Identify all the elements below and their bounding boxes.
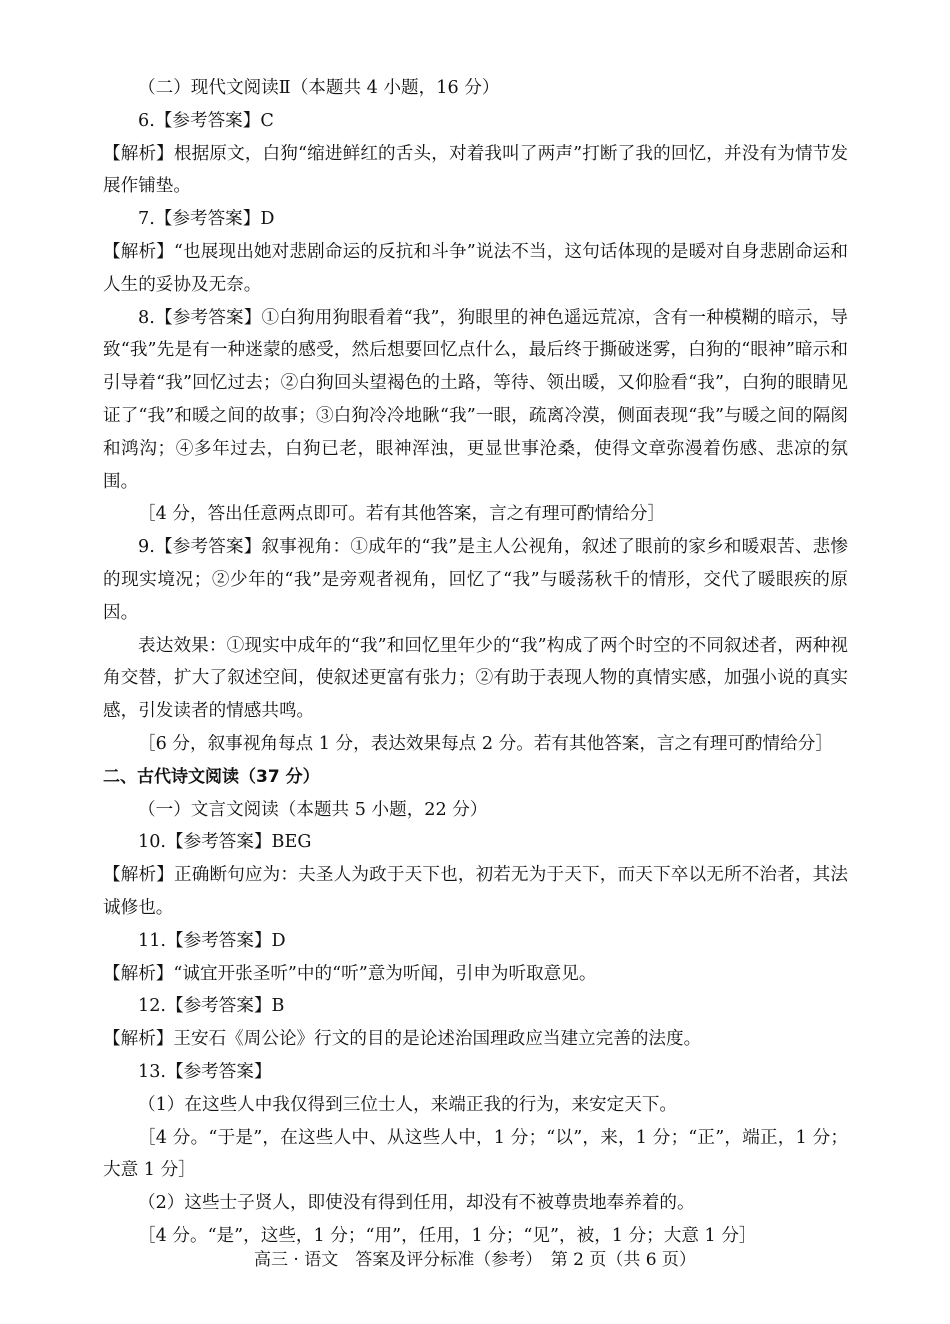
analysis-q10: 【解析】正确断句应为：夫圣人为政于天下也，初若无为于天下，而天下卒以无所不治者，其法诚修也。 bbox=[103, 865, 848, 918]
answer-q10: 10.【参考答案】BEG bbox=[138, 832, 312, 853]
analysis-q11: 【解析】“诚宜开张圣听”中的“听”意为听闻，引申为听取意见。 bbox=[103, 963, 597, 984]
answer-q7: 7.【参考答案】D bbox=[138, 209, 275, 230]
answer-q8: 8.【参考答案】①白狗用狗眼看着“我”，狗眼里的神色遥远荒凉，含有一种模糊的暗示，导致“我”先是有一种迷蒙的感受，然后想要回忆点什么，最后终于撕破迷雾，白狗的“眼神”暗示和引导着“我”回忆过去；②白狗回头望褐色的土路，等待、领出暖，又仰脸看“我”，白狗的眼睛见证了“我”和暖之间的故事；③白狗冷冷地瞅“我”一眼，疏离冷漠，侧面表现“我”与暖之间的隔阂和鸿沟；④多年过去，白狗已老，眼神浑浊，更显世事沧桑，使得文章弥漫着伤感、悲凉的氛围。 bbox=[103, 307, 848, 492]
analysis-q12: 【解析】王安石《周公论》行文的目的是论述治国理政应当建立完善的法度。 bbox=[103, 1029, 702, 1050]
section-title-modern-reading-2: （二）现代文阅读Ⅱ（本题共 4 小题，16 分） bbox=[138, 78, 500, 98]
answer-q9-effect: 表达效果：①现实中成年的“我”和回忆里年少的“我”构成了两个时空的不同叙述者，两种视角交替，扩大了叙述空间，使叙述更富有张力；②有助于表现人物的真情实感，加强小说的真实感，引发读者的情感共鸣。 bbox=[103, 635, 848, 722]
section-title-classical-poetry: 二、古代诗文阅读（37 分） bbox=[103, 766, 320, 787]
analysis-q7: 【解析】“也展现出她对悲剧命运的反抗和斗争”说法不当，这句话体现的是暖对自身悲剧命运和人生的妥协及无奈。 bbox=[103, 241, 848, 295]
scoring-q8: ［4 分，答出任意两点即可。若有其他答案，言之有理可酌情给分］ bbox=[138, 504, 666, 525]
section-title-classical-chinese: （一）文言文阅读（本题共 5 小题，22 分） bbox=[138, 799, 488, 820]
scoring-q13-part1: ［4 分。“于是”，在这些人中、从这些人中，1 分；“以”，来，1 分；“正”，端正，1 分；大意 1 分］ bbox=[103, 1127, 848, 1181]
scoring-q9: ［6 分，叙事视角每点 1 分，表达效果每点 2 分。若有其他答案，言之有理可酌情给分］ bbox=[138, 733, 833, 754]
answer-q13: 13.【参考答案】 bbox=[138, 1061, 272, 1082]
page-footer: 高三 · 语文 答案及评分标准（参考） 第 2 页（共 6 页） bbox=[254, 1250, 696, 1270]
answer-q11: 11.【参考答案】D bbox=[138, 930, 286, 951]
answer-q6: 6.【参考答案】C bbox=[138, 110, 274, 131]
answer-q12: 12.【参考答案】B bbox=[138, 996, 285, 1017]
answer-document bbox=[103, 72, 848, 1253]
answer-q13-part1: （1）在这些人中我仅得到三位士人，来端正我的行为，来安定天下。 bbox=[138, 1094, 678, 1115]
scoring-q13-part2: ［4 分。“是”，这些，1 分；“用”，任用，1 分；“见”，被，1 分；大意 1 分］ bbox=[138, 1225, 757, 1246]
analysis-q6: 【解析】根据原文，白狗“缩进鲜红的舌头，对着我叫了两声”打断了我的回忆，并没有为情节发展作铺垫。 bbox=[103, 143, 848, 197]
answer-q13-part2: （2）这些士子贤人，即使没有得到任用，却没有不被尊贵地奉养着的。 bbox=[138, 1193, 695, 1214]
answer-q9: 9.【参考答案】叙事视角：①成年的“我”是主人公视角，叙述了眼前的家乡和暖艰苦、悲惨的现实境况；②少年的“我”是旁观者视角，回忆了“我”与暖荡秋千的情形，交代了暖眼疾的原因。 bbox=[103, 537, 848, 623]
